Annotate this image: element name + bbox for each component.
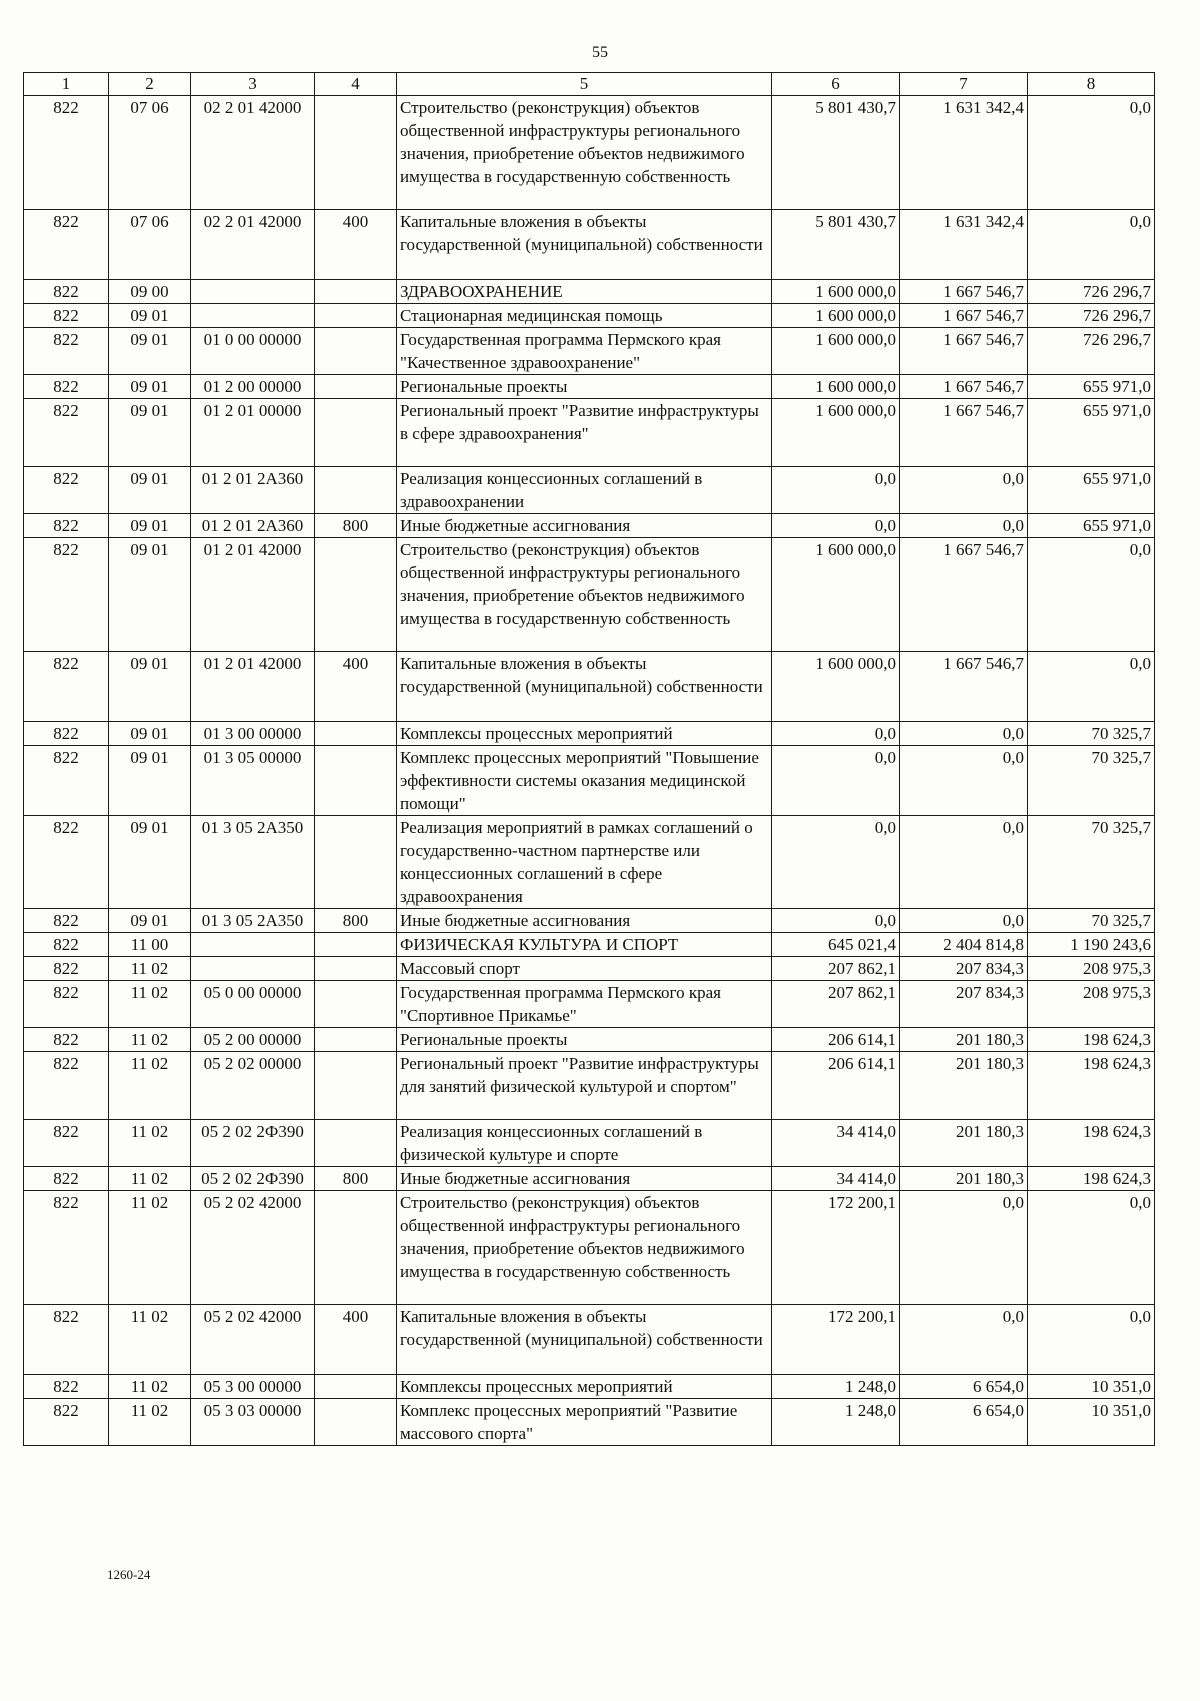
amount-year-2: 207 834,3 <box>900 957 1028 981</box>
item-name: ФИЗИЧЕСКАЯ КУЛЬТУРА И СПОРТ <box>397 933 772 957</box>
item-name: Региональные проекты <box>397 375 772 399</box>
target-article-code: 01 2 01 2А360 <box>191 514 315 538</box>
table-row <box>24 722 1155 746</box>
ministry-code: 822 <box>24 328 109 375</box>
table-row <box>24 746 1155 816</box>
amount-year-3: 70 325,7 <box>1028 909 1155 933</box>
header-cell: 4 <box>315 73 397 96</box>
expense-type-code: 400 <box>315 652 397 722</box>
expense-type-code <box>315 280 397 304</box>
section-code: 07 06 <box>109 96 191 210</box>
item-name: Реализация концессионных соглашений в физической культуре и спорте <box>397 1120 772 1167</box>
amount-year-2: 201 180,3 <box>900 1028 1028 1052</box>
amount-year-3: 655 971,0 <box>1028 514 1155 538</box>
table-row <box>24 1052 1155 1120</box>
amount-year-1: 172 200,1 <box>772 1191 900 1305</box>
section-code: 09 01 <box>109 375 191 399</box>
amount-year-1: 1 248,0 <box>772 1375 900 1399</box>
target-article-code <box>191 304 315 328</box>
amount-year-1: 1 600 000,0 <box>772 652 900 722</box>
section-code: 11 02 <box>109 1399 191 1446</box>
table-row <box>24 514 1155 538</box>
amount-year-3: 10 351,0 <box>1028 1399 1155 1446</box>
amount-year-2: 201 180,3 <box>900 1167 1028 1191</box>
amount-year-3: 208 975,3 <box>1028 981 1155 1028</box>
amount-year-1: 1 600 000,0 <box>772 280 900 304</box>
table-row <box>24 467 1155 514</box>
amount-year-3: 198 624,3 <box>1028 1120 1155 1167</box>
item-name: Капитальные вложения в объекты государственной (муниципальной) собственности <box>397 652 772 722</box>
target-article-code: 05 2 02 2Ф390 <box>191 1167 315 1191</box>
amount-year-1: 206 614,1 <box>772 1052 900 1120</box>
ministry-code: 822 <box>24 1052 109 1120</box>
ministry-code: 822 <box>24 1028 109 1052</box>
amount-year-1: 1 248,0 <box>772 1399 900 1446</box>
expense-type-code <box>315 375 397 399</box>
item-name: Капитальные вложения в объекты государственной (муниципальной) собственности <box>397 1305 772 1375</box>
section-code: 11 02 <box>109 1305 191 1375</box>
target-article-code: 05 2 02 2Ф390 <box>191 1120 315 1167</box>
item-name: Реализация концессионных соглашений в здравоохранении <box>397 467 772 514</box>
amount-year-1: 645 021,4 <box>772 933 900 957</box>
target-article-code: 01 2 01 2А360 <box>191 467 315 514</box>
amount-year-3: 726 296,7 <box>1028 304 1155 328</box>
amount-year-3: 208 975,3 <box>1028 957 1155 981</box>
amount-year-1: 0,0 <box>772 467 900 514</box>
table-row <box>24 304 1155 328</box>
target-article-code <box>191 957 315 981</box>
target-article-code: 05 2 00 00000 <box>191 1028 315 1052</box>
ministry-code: 822 <box>24 375 109 399</box>
ministry-code: 822 <box>24 538 109 652</box>
target-article-code: 01 3 05 2А350 <box>191 816 315 909</box>
item-name: Иные бюджетные ассигнования <box>397 514 772 538</box>
ministry-code: 822 <box>24 722 109 746</box>
header-cell: 2 <box>109 73 191 96</box>
amount-year-1: 0,0 <box>772 816 900 909</box>
item-name: Капитальные вложения в объекты государственной (муниципальной) собственности <box>397 210 772 280</box>
amount-year-2: 0,0 <box>900 1305 1028 1375</box>
amount-year-1: 0,0 <box>772 909 900 933</box>
amount-year-2: 0,0 <box>900 722 1028 746</box>
expense-type-code <box>315 538 397 652</box>
item-name: Иные бюджетные ассигнования <box>397 909 772 933</box>
section-code: 09 00 <box>109 280 191 304</box>
item-name: Комплексы процессных мероприятий <box>397 722 772 746</box>
section-code: 11 02 <box>109 1120 191 1167</box>
amount-year-2: 207 834,3 <box>900 981 1028 1028</box>
amount-year-2: 0,0 <box>900 816 1028 909</box>
item-name: Комплексы процессных мероприятий <box>397 1375 772 1399</box>
table-row <box>24 538 1155 652</box>
amount-year-2: 0,0 <box>900 746 1028 816</box>
section-code: 09 01 <box>109 399 191 467</box>
expense-type-code <box>315 1052 397 1120</box>
amount-year-2: 0,0 <box>900 909 1028 933</box>
target-article-code: 05 2 02 42000 <box>191 1191 315 1305</box>
table-row <box>24 957 1155 981</box>
ministry-code: 822 <box>24 652 109 722</box>
table-row <box>24 328 1155 375</box>
amount-year-1: 0,0 <box>772 722 900 746</box>
amount-year-3: 0,0 <box>1028 1305 1155 1375</box>
target-article-code: 05 2 02 00000 <box>191 1052 315 1120</box>
target-article-code: 02 2 01 42000 <box>191 210 315 280</box>
table-row <box>24 933 1155 957</box>
table-row <box>24 981 1155 1028</box>
item-name: Государственная программа Пермского края "Спортивное Прикамье" <box>397 981 772 1028</box>
section-code: 11 02 <box>109 1167 191 1191</box>
amount-year-1: 0,0 <box>772 514 900 538</box>
header-cell: 8 <box>1028 73 1155 96</box>
amount-year-1: 206 614,1 <box>772 1028 900 1052</box>
amount-year-2: 1 631 342,4 <box>900 96 1028 210</box>
ministry-code: 822 <box>24 933 109 957</box>
target-article-code: 01 2 01 42000 <box>191 538 315 652</box>
expense-type-code <box>315 933 397 957</box>
amount-year-1: 1 600 000,0 <box>772 304 900 328</box>
table-row <box>24 1120 1155 1167</box>
target-article-code: 05 0 00 00000 <box>191 981 315 1028</box>
amount-year-1: 1 600 000,0 <box>772 399 900 467</box>
item-name: Иные бюджетные ассигнования <box>397 1167 772 1191</box>
amount-year-3: 1 190 243,6 <box>1028 933 1155 957</box>
ministry-code: 822 <box>24 909 109 933</box>
expense-type-code <box>315 399 397 467</box>
item-name: Комплекс процессных мероприятий "Повышение эффективности системы оказания медицинской помощи" <box>397 746 772 816</box>
header-cell: 6 <box>772 73 900 96</box>
amount-year-2: 201 180,3 <box>900 1120 1028 1167</box>
section-code: 09 01 <box>109 909 191 933</box>
expense-type-code <box>315 467 397 514</box>
target-article-code <box>191 933 315 957</box>
ministry-code: 822 <box>24 1167 109 1191</box>
section-code: 09 01 <box>109 514 191 538</box>
ministry-code: 822 <box>24 280 109 304</box>
amount-year-3: 198 624,3 <box>1028 1052 1155 1120</box>
amount-year-1: 5 801 430,7 <box>772 210 900 280</box>
ministry-code: 822 <box>24 399 109 467</box>
section-code: 09 01 <box>109 304 191 328</box>
expense-type-code <box>315 722 397 746</box>
amount-year-2: 1 667 546,7 <box>900 375 1028 399</box>
expense-type-code: 800 <box>315 514 397 538</box>
target-article-code: 01 3 05 2А350 <box>191 909 315 933</box>
target-article-code: 05 2 02 42000 <box>191 1305 315 1375</box>
amount-year-1: 1 600 000,0 <box>772 328 900 375</box>
amount-year-2: 0,0 <box>900 514 1028 538</box>
target-article-code: 01 2 01 00000 <box>191 399 315 467</box>
amount-year-2: 6 654,0 <box>900 1399 1028 1446</box>
amount-year-2: 2 404 814,8 <box>900 933 1028 957</box>
section-code: 07 06 <box>109 210 191 280</box>
item-name: Массовый спорт <box>397 957 772 981</box>
amount-year-3: 70 325,7 <box>1028 722 1155 746</box>
table-header-row <box>24 73 1155 96</box>
ministry-code: 822 <box>24 1305 109 1375</box>
amount-year-2: 6 654,0 <box>900 1375 1028 1399</box>
amount-year-3: 0,0 <box>1028 538 1155 652</box>
ministry-code: 822 <box>24 467 109 514</box>
ministry-code: 822 <box>24 1120 109 1167</box>
expense-type-code <box>315 957 397 981</box>
section-code: 09 01 <box>109 652 191 722</box>
amount-year-2: 201 180,3 <box>900 1052 1028 1120</box>
section-code: 09 01 <box>109 816 191 909</box>
ministry-code: 822 <box>24 1375 109 1399</box>
amount-year-2: 0,0 <box>900 467 1028 514</box>
amount-year-1: 207 862,1 <box>772 957 900 981</box>
expense-type-code <box>315 328 397 375</box>
target-article-code: 01 3 05 00000 <box>191 746 315 816</box>
amount-year-1: 172 200,1 <box>772 1305 900 1375</box>
section-code: 09 01 <box>109 328 191 375</box>
expense-type-code <box>315 1028 397 1052</box>
ministry-code: 822 <box>24 514 109 538</box>
ministry-code: 822 <box>24 1399 109 1446</box>
table-row <box>24 909 1155 933</box>
section-code: 11 02 <box>109 1052 191 1120</box>
amount-year-3: 655 971,0 <box>1028 399 1155 467</box>
item-name: ЗДРАВООХРАНЕНИЕ <box>397 280 772 304</box>
expense-type-code <box>315 96 397 210</box>
table-row <box>24 1191 1155 1305</box>
expense-type-code <box>315 1191 397 1305</box>
amount-year-3: 0,0 <box>1028 652 1155 722</box>
amount-year-1: 34 414,0 <box>772 1167 900 1191</box>
amount-year-1: 34 414,0 <box>772 1120 900 1167</box>
section-code: 09 01 <box>109 467 191 514</box>
ministry-code: 822 <box>24 1191 109 1305</box>
table-row <box>24 1167 1155 1191</box>
item-name: Стационарная медицинская помощь <box>397 304 772 328</box>
table-row <box>24 375 1155 399</box>
amount-year-3: 70 325,7 <box>1028 816 1155 909</box>
ministry-code: 822 <box>24 981 109 1028</box>
table-row <box>24 1305 1155 1375</box>
item-name: Строительство (реконструкция) объектов общественной инфраструктуры регионального значения, приобретение объектов недвижимого имущества в государственную собственность <box>397 538 772 652</box>
expense-type-code: 400 <box>315 210 397 280</box>
target-article-code: 01 0 00 00000 <box>191 328 315 375</box>
table-row <box>24 1399 1155 1446</box>
amount-year-2: 1 667 546,7 <box>900 399 1028 467</box>
expense-type-code <box>315 816 397 909</box>
item-name: Региональный проект "Развитие инфраструктуры в сфере здравоохранения" <box>397 399 772 467</box>
table-row <box>24 96 1155 210</box>
amount-year-3: 198 624,3 <box>1028 1167 1155 1191</box>
document-code: 1260-24 <box>107 1567 151 1582</box>
table-row <box>24 280 1155 304</box>
ministry-code: 822 <box>24 816 109 909</box>
table-row <box>24 816 1155 909</box>
target-article-code <box>191 280 315 304</box>
expense-type-code <box>315 1120 397 1167</box>
ministry-code: 822 <box>24 746 109 816</box>
amount-year-3: 70 325,7 <box>1028 746 1155 816</box>
amount-year-2: 1 667 546,7 <box>900 538 1028 652</box>
section-code: 11 02 <box>109 957 191 981</box>
expense-type-code: 400 <box>315 1305 397 1375</box>
section-code: 09 01 <box>109 722 191 746</box>
amount-year-2: 1 667 546,7 <box>900 304 1028 328</box>
amount-year-3: 726 296,7 <box>1028 328 1155 375</box>
amount-year-3: 726 296,7 <box>1028 280 1155 304</box>
expense-type-code: 800 <box>315 909 397 933</box>
section-code: 11 02 <box>109 981 191 1028</box>
target-article-code: 01 2 00 00000 <box>191 375 315 399</box>
section-code: 09 01 <box>109 746 191 816</box>
item-name: Строительство (реконструкция) объектов общественной инфраструктуры регионального значения, приобретение объектов недвижимого имущества в государственную собственность <box>397 96 772 210</box>
amount-year-1: 5 801 430,7 <box>772 96 900 210</box>
amount-year-3: 655 971,0 <box>1028 375 1155 399</box>
amount-year-2: 1 667 546,7 <box>900 280 1028 304</box>
amount-year-3: 0,0 <box>1028 96 1155 210</box>
expense-type-code <box>315 746 397 816</box>
amount-year-3: 10 351,0 <box>1028 1375 1155 1399</box>
amount-year-2: 0,0 <box>900 1191 1028 1305</box>
section-code: 11 00 <box>109 933 191 957</box>
item-name: Региональный проект "Развитие инфраструктуры для занятий физической культурой и спортом" <box>397 1052 772 1120</box>
target-article-code: 01 2 01 42000 <box>191 652 315 722</box>
expense-type-code <box>315 304 397 328</box>
amount-year-3: 655 971,0 <box>1028 467 1155 514</box>
amount-year-1: 1 600 000,0 <box>772 375 900 399</box>
amount-year-2: 1 631 342,4 <box>900 210 1028 280</box>
section-code: 11 02 <box>109 1191 191 1305</box>
page-number: 55 <box>592 44 608 61</box>
amount-year-1: 0,0 <box>772 746 900 816</box>
table-row <box>24 1028 1155 1052</box>
amount-year-2: 1 667 546,7 <box>900 328 1028 375</box>
amount-year-1: 1 600 000,0 <box>772 538 900 652</box>
table-row <box>24 399 1155 467</box>
ministry-code: 822 <box>24 96 109 210</box>
item-name: Реализация мероприятий в рамках соглашений о государственно-частном партнерстве или концессионных соглашений в сфере здравоохранения <box>397 816 772 909</box>
target-article-code: 05 3 00 00000 <box>191 1375 315 1399</box>
target-article-code: 02 2 01 42000 <box>191 96 315 210</box>
table-row <box>24 652 1155 722</box>
header-cell: 7 <box>900 73 1028 96</box>
item-name: Строительство (реконструкция) объектов общественной инфраструктуры регионального значения, приобретение объектов недвижимого имущества в государственную собственность <box>397 1191 772 1305</box>
target-article-code: 05 3 03 00000 <box>191 1399 315 1446</box>
ministry-code: 822 <box>24 957 109 981</box>
item-name: Комплекс процессных мероприятий "Развитие массового спорта" <box>397 1399 772 1446</box>
expense-type-code <box>315 1375 397 1399</box>
amount-year-3: 0,0 <box>1028 1191 1155 1305</box>
table-row <box>24 210 1155 280</box>
item-name: Государственная программа Пермского края "Качественное здравоохранение" <box>397 328 772 375</box>
expense-type-code: 800 <box>315 1167 397 1191</box>
expense-type-code <box>315 1399 397 1446</box>
section-code: 11 02 <box>109 1028 191 1052</box>
target-article-code: 01 3 00 00000 <box>191 722 315 746</box>
item-name: Региональные проекты <box>397 1028 772 1052</box>
budget-table <box>23 72 1155 1446</box>
section-code: 11 02 <box>109 1375 191 1399</box>
header-cell: 5 <box>397 73 772 96</box>
amount-year-3: 198 624,3 <box>1028 1028 1155 1052</box>
amount-year-2: 1 667 546,7 <box>900 652 1028 722</box>
expense-type-code <box>315 981 397 1028</box>
header-cell: 1 <box>24 73 109 96</box>
header-cell: 3 <box>191 73 315 96</box>
ministry-code: 822 <box>24 304 109 328</box>
ministry-code: 822 <box>24 210 109 280</box>
amount-year-1: 207 862,1 <box>772 981 900 1028</box>
table-row <box>24 1375 1155 1399</box>
section-code: 09 01 <box>109 538 191 652</box>
amount-year-3: 0,0 <box>1028 210 1155 280</box>
